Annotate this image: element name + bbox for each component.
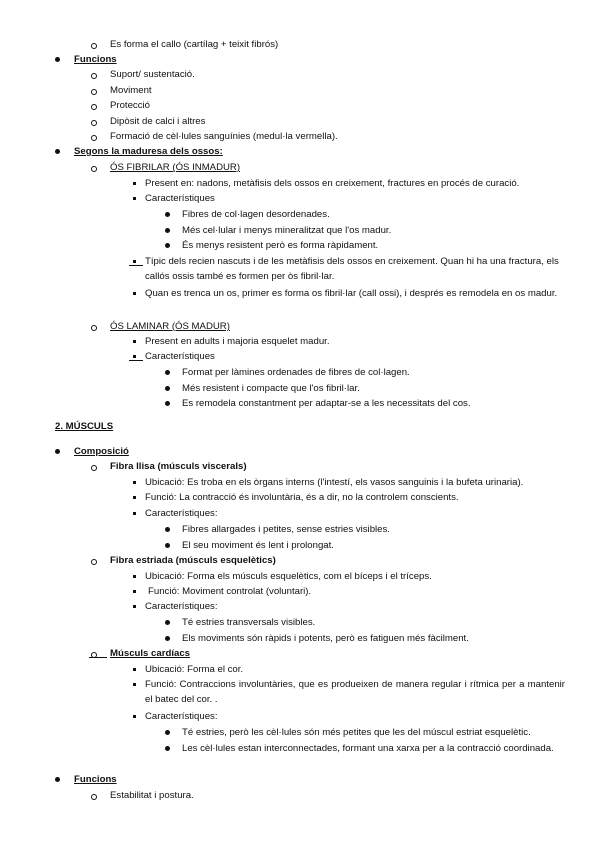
list-item: Característiques: (145, 601, 218, 612)
subsection-heading: ÓS LAMINAR (ÓS MADUR) (110, 321, 230, 332)
list-item: Es remodela constantment per adaptar-se a les necessitats del cos. (182, 398, 471, 409)
bullet-icon (165, 243, 170, 248)
underline-mark (89, 657, 107, 658)
chapter-heading: 2. MÚSCULS (55, 421, 114, 432)
list-item: Quan es trenca un os, primer es forma os fibril·lar (call ossi), i després es remodela en os madur. (145, 288, 558, 299)
hollow-bullet-icon (91, 325, 97, 331)
list-item: Ubicació: Forma el cor. (145, 664, 244, 675)
list-item: Es forma el callo (cartílag + teixit fibrós) (110, 39, 279, 50)
section-heading: Composició (74, 446, 129, 457)
hollow-bullet-icon (91, 104, 97, 110)
list-item: Ubicació: Es troba en els òrgans interns (l'intestí, els vasos sanguinis i la bufeta urinaria). (145, 477, 524, 488)
hollow-bullet-icon (91, 73, 97, 79)
list-item: Format per làmines ordenades de fibres de col·lagen. (182, 367, 410, 378)
list-item: És menys resistent però es forma ràpidament. (182, 240, 379, 251)
underline-mark (129, 360, 143, 361)
square-bullet-icon (133, 575, 136, 578)
list-item: Fibres allargades i petites, sense estries visibles. (182, 524, 390, 535)
list-item: Suport/ sustentació. (110, 69, 195, 80)
bullet-icon (165, 543, 170, 548)
list-item: Estabilitat i postura. (110, 790, 194, 801)
bullet-icon (55, 449, 60, 454)
section-heading: Funcions (74, 774, 117, 785)
square-bullet-icon (133, 605, 136, 608)
bullet-icon (165, 386, 170, 391)
hollow-bullet-icon (91, 120, 97, 126)
square-bullet-icon (133, 590, 136, 593)
hollow-bullet-icon (91, 43, 97, 49)
underline-mark (129, 265, 143, 266)
subsection-heading: Músculs cardíacs (110, 648, 190, 659)
list-item: Present en: nadons, metàfisis dels ossos en creixement, fractures en procés de curació. (145, 178, 520, 189)
list-item: Dipòsit de calci i altres (110, 116, 206, 127)
bullet-icon (165, 401, 170, 406)
square-bullet-icon (133, 355, 136, 358)
square-bullet-icon (133, 683, 136, 686)
bullet-icon (55, 149, 60, 154)
list-item: El seu moviment és lent i prolongat. (182, 540, 334, 551)
subsection-heading: Fibra llisa (músculs viscerals) (110, 461, 247, 472)
list-item: Formació de cèl·lules sanguínies (medul·la vermella). (110, 131, 338, 142)
list-item: Moviment (110, 85, 152, 96)
list-item: Ubicació: Forma els músculs esquelètics, com el bíceps i el tríceps. (145, 571, 432, 582)
list-item: Característiques (145, 351, 215, 362)
list-item: Més resistent i compacte que l'os fibril·lar. (182, 383, 360, 394)
hollow-bullet-icon (91, 135, 97, 141)
square-bullet-icon (133, 668, 136, 671)
hollow-bullet-icon (91, 465, 97, 471)
list-item: Típic dels recien nascuts i de les metàfisis dels ossos en creixement. Quan hi ha una fractura, els callós ossis també es formen per òs fibril·lar. (145, 256, 559, 282)
list-item: Té estries, però les cèl·lules són més petites que les del múscul estriat esquelètic. (182, 727, 531, 738)
list-item: Característiques: (145, 711, 218, 722)
hollow-bullet-icon (91, 794, 97, 800)
square-bullet-icon (133, 512, 136, 515)
list-item: Funció: Moviment controlat (voluntari). (148, 586, 312, 597)
list-item: Característiques (145, 193, 215, 204)
bullet-icon (165, 620, 170, 625)
bullet-icon (165, 746, 170, 751)
bullet-icon (165, 370, 170, 375)
square-bullet-icon (133, 715, 136, 718)
bullet-icon (165, 636, 170, 641)
square-bullet-icon (133, 496, 136, 499)
list-item: Fibres de col·lagen desordenades. (182, 209, 330, 220)
square-bullet-icon (133, 340, 136, 343)
square-bullet-icon (133, 197, 136, 200)
list-item: Els moviments són ràpids i potents, però es fatiguen més fàcilment. (182, 633, 469, 644)
section-heading: Segons la maduresa dels ossos: (74, 146, 223, 157)
square-bullet-icon (133, 182, 136, 185)
list-item: Funció: Contraccions involuntàries, que es produeixen de manera regular i rítmica per a mantenir el batec del cor. . (145, 679, 565, 705)
hollow-bullet-icon (91, 559, 97, 565)
subsection-heading: Fibra estriada (músculs esquelètics) (110, 555, 276, 566)
list-item: Protecció (110, 100, 150, 111)
list-item: Més cel·lular i menys mineralitzat que l'os madur. (182, 225, 392, 236)
list-item: Té estries transversals visibles. (182, 617, 316, 628)
list-item: Les cèl·lules estan interconnectades, formant una xarxa per a la contracció coordinada. (182, 743, 554, 754)
square-bullet-icon (133, 481, 136, 484)
square-bullet-icon (133, 260, 136, 263)
subsection-heading: ÓS FIBRILAR (ÓS INMADUR) (110, 162, 241, 173)
section-heading: Funcions (74, 54, 117, 65)
hollow-bullet-icon (91, 89, 97, 95)
list-item: Funció: La contracció és involuntària, és a dir, no la controlem conscients. (145, 492, 459, 503)
bullet-icon (55, 777, 60, 782)
bullet-icon (165, 212, 170, 217)
list-item: Característiques: (145, 508, 218, 519)
hollow-bullet-icon (91, 166, 97, 172)
bullet-icon (55, 57, 60, 62)
square-bullet-icon (133, 292, 136, 295)
bullet-icon (165, 527, 170, 532)
bullet-icon (165, 228, 170, 233)
list-item: Present en adults i majoria esquelet madur. (145, 336, 330, 347)
bullet-icon (165, 730, 170, 735)
